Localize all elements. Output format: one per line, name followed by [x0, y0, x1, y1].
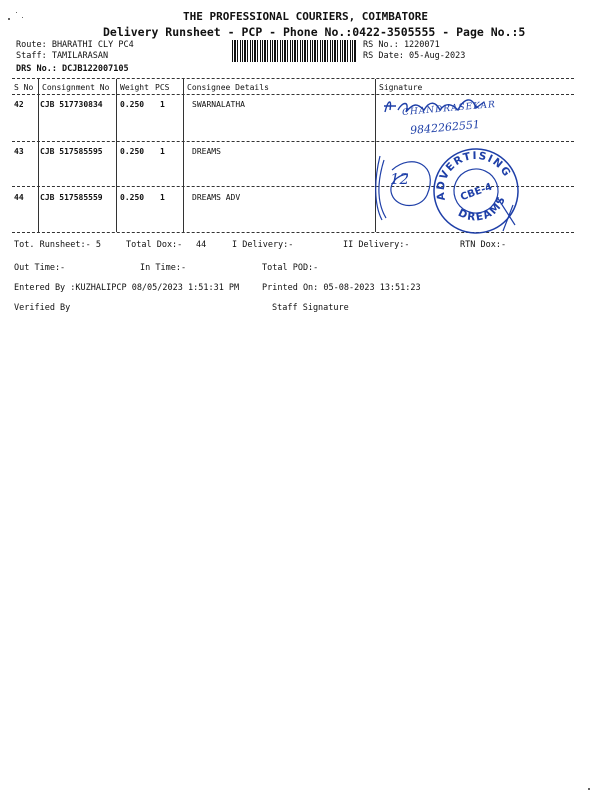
cell-consignment: CJB 517585595	[40, 147, 103, 156]
cell-pcs: 1	[160, 193, 165, 202]
stamp-pen-stroke	[495, 195, 520, 235]
col-header-signature: Signature	[379, 83, 423, 92]
printed-on: Printed On: 05-08-2023 13:51:23	[262, 283, 421, 293]
scan-speck	[8, 18, 10, 20]
out-time: Out Time:-	[14, 263, 66, 273]
cell-pcs: 1	[160, 147, 165, 156]
rs-number: RS No.: 1220071	[363, 40, 440, 50]
total-dox-label: Total Dox:-	[126, 240, 183, 250]
stamp-top-text: ADVERTISING	[434, 149, 514, 202]
handwritten-name: CHANDRASEKAR	[401, 99, 497, 119]
in-time: In Time:-	[140, 263, 187, 273]
scan-speck	[588, 788, 590, 790]
runsheet-subtitle: Delivery Runsheet - PCP - Phone No.:0422-3505555 - Page No.:5	[103, 25, 526, 39]
scan-speck	[22, 17, 23, 18]
cell-weight: 0.250	[120, 193, 145, 202]
total-runsheet: Tot. Runsheet:- 5	[14, 240, 101, 250]
company-title: THE PROFESSIONAL COURIERS, COIMBATORE	[183, 10, 429, 23]
cell-sno: 43	[14, 147, 24, 156]
staff-label: Staff: TAMILARASAN	[16, 51, 109, 61]
total-pod: Total POD:-	[262, 263, 319, 273]
col-header-consignee: Consignee Details	[187, 83, 269, 92]
drs-number: DRS No.: DCJB122007105	[16, 64, 129, 74]
row-rule	[12, 141, 574, 142]
rtn-dox: RTN Dox:-	[460, 240, 507, 250]
cell-weight: 0.250	[120, 100, 145, 109]
cell-consignment: CJB 517585559	[40, 193, 103, 202]
total-dox-value: 44	[196, 240, 207, 250]
table-top-rule	[12, 78, 574, 79]
cell-consignee: DREAMS ADV	[192, 193, 241, 202]
route-label: Route: BHARATHI CLY PC4	[16, 40, 134, 50]
stamp-bottom-text: DREAMS	[456, 193, 509, 224]
cell-sno: 44	[14, 193, 24, 202]
cell-pcs: 1	[160, 100, 165, 109]
col-header-weight: Weight	[120, 83, 149, 92]
col-header-pcs: PCS	[155, 83, 170, 92]
i-delivery: I Delivery:-	[232, 240, 294, 250]
barcode	[232, 40, 356, 62]
rs-date: RS Date: 05-Aug-2023	[363, 51, 466, 61]
verified-by: Verified By	[14, 303, 71, 313]
col-header-sno: S No	[14, 83, 34, 92]
cell-sno: 42	[14, 100, 24, 109]
table-row	[0, 100, 600, 112]
cell-weight: 0.250	[120, 147, 145, 156]
ii-delivery: II Delivery:-	[343, 240, 410, 250]
handwritten-phone: 9842262551	[409, 117, 481, 138]
cell-consignment: CJB 517730834	[40, 100, 103, 109]
handwritten-mark-number: 12	[390, 170, 410, 188]
staff-signature-label: Staff Signature	[272, 303, 349, 313]
stamp-center-text: CBE-4	[459, 181, 494, 204]
cell-consignee: DREAMS	[192, 147, 221, 156]
col-header-consignment: Consignment No	[42, 83, 110, 92]
cell-consignee: SWARNALATHA	[192, 100, 245, 109]
entered-by: Entered By :KUZHALIPCP 08/05/2023 1:51:31 PM	[14, 283, 240, 293]
scan-speck	[16, 12, 17, 13]
